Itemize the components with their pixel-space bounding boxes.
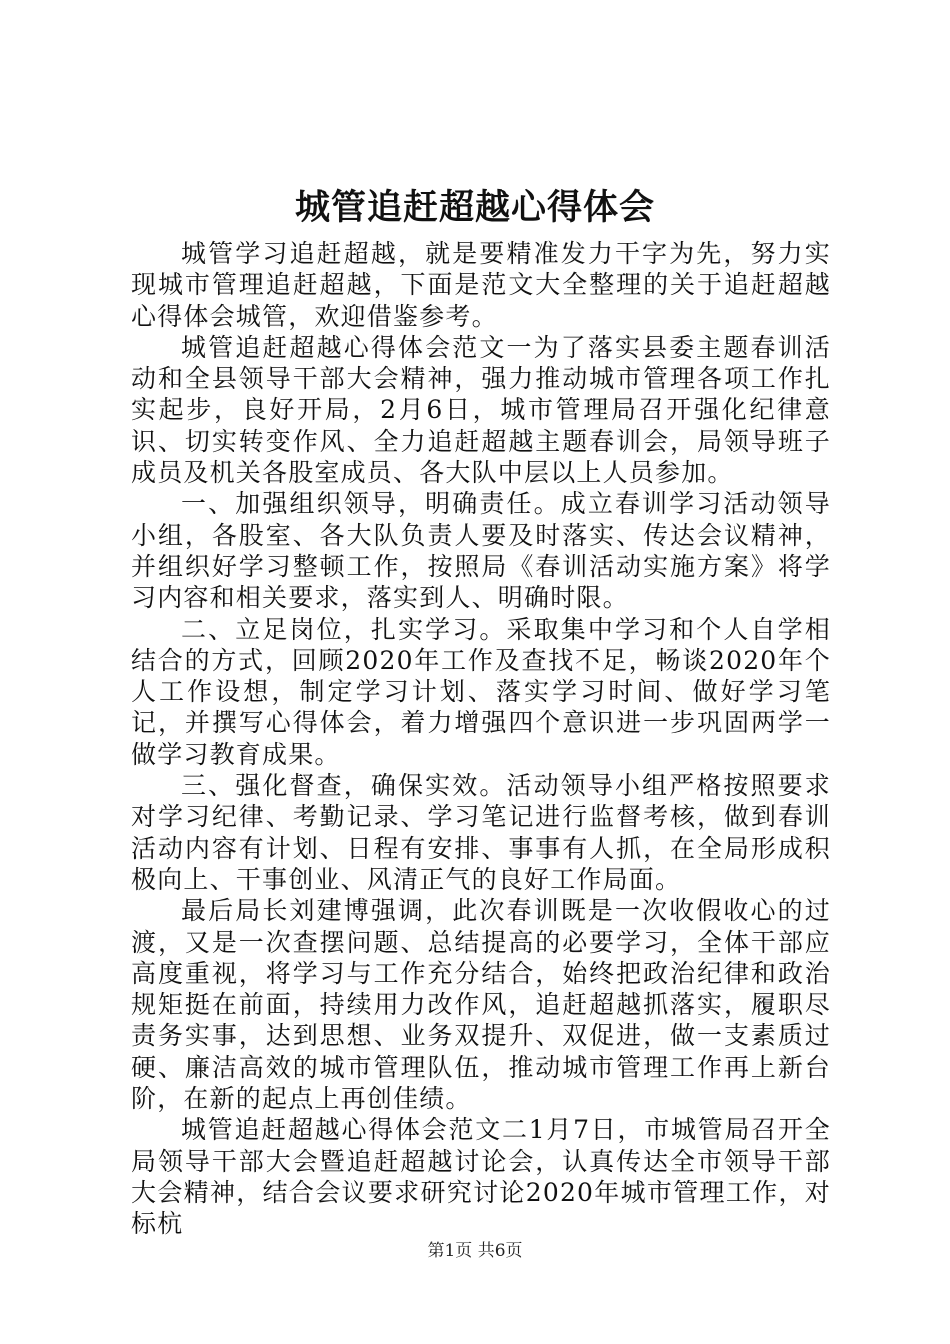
point-three-paragraph: 三、强化督查，确保实效。活动领导小组严格按照要求对学习纪律、考勤记录、学习笔记进行监督考核，做到春训活动内容有计划、日程有安排、事事有人抓，在全局形成积极向上、干事创业、风清正气的良好工作局面。 xyxy=(131,771,831,894)
point-two-paragraph: 二、立足岗位，扎实学习。采取集中学习和个人自学相结合的方式，回顾2020年工作及查找不足，畅谈2020年个人工作设想，制定学习计划、落实学习时间、做好学习笔记，并撰写心得体会，着力增强四个意识进一步巩固两学一做学习教育成果。 xyxy=(131,614,831,769)
closing-paragraph: 最后局长刘建博强调，此次春训既是一次收假收心的过渡，又是一次查摆问题、总结提高的必要学习，全体干部应高度重视，将学习与工作充分结合，始终把政治纪律和政治规矩挺在前面，持续用力改作风，追赶超越抓落实，履职尽责务实事，达到思想、业务双提升、双促进，做一支素质过硬、廉洁高效的城市管理队伍，推动城市管理工作再上新台阶，在新的起点上再创佳绩。 xyxy=(131,896,831,1114)
sample-two-paragraph: 城管追赶超越心得体会范文二1月7日，市城管局召开全局领导干部大会暨追赶超越讨论会，认真传达全市领导干部大会精神，结合会议要求研究讨论2020年城市管理工作，对标杭 xyxy=(131,1115,831,1239)
point-one-paragraph: 一、加强组织领导，明确责任。成立春训学习活动领导小组，各股室、各大队负责人要及时落实、传达会议精神，并组织好学习整顿工作，按照局《春训活动实施方案》将学习内容和相关要求，落实到人、明确时限。 xyxy=(131,489,831,613)
sample-one-paragraph: 城管追赶超越心得体会范文一为了落实县委主题春训活动和全县领导干部大会精神，强力推动城市管理各项工作扎实起步，良好开局，2月6日，城市管理局召开强化纪律意识、切实转变作风、全力追赶超越主题春训会，局领导班子成员及机关各股室成员、各大队中层以上人员参加。 xyxy=(131,332,831,488)
page-number-footer: 第1页 共6页 xyxy=(427,1241,523,1261)
intro-paragraph: 城管学习追赶超越，就是要精准发力干字为先，努力实现城市管理追赶超越，下面是范文大全整理的关于追赶超越心得体会城管，欢迎借鉴参考。 xyxy=(131,239,831,331)
document-title: 城管追赶超越心得体会 xyxy=(294,187,655,228)
document-body xyxy=(131,238,831,1240)
